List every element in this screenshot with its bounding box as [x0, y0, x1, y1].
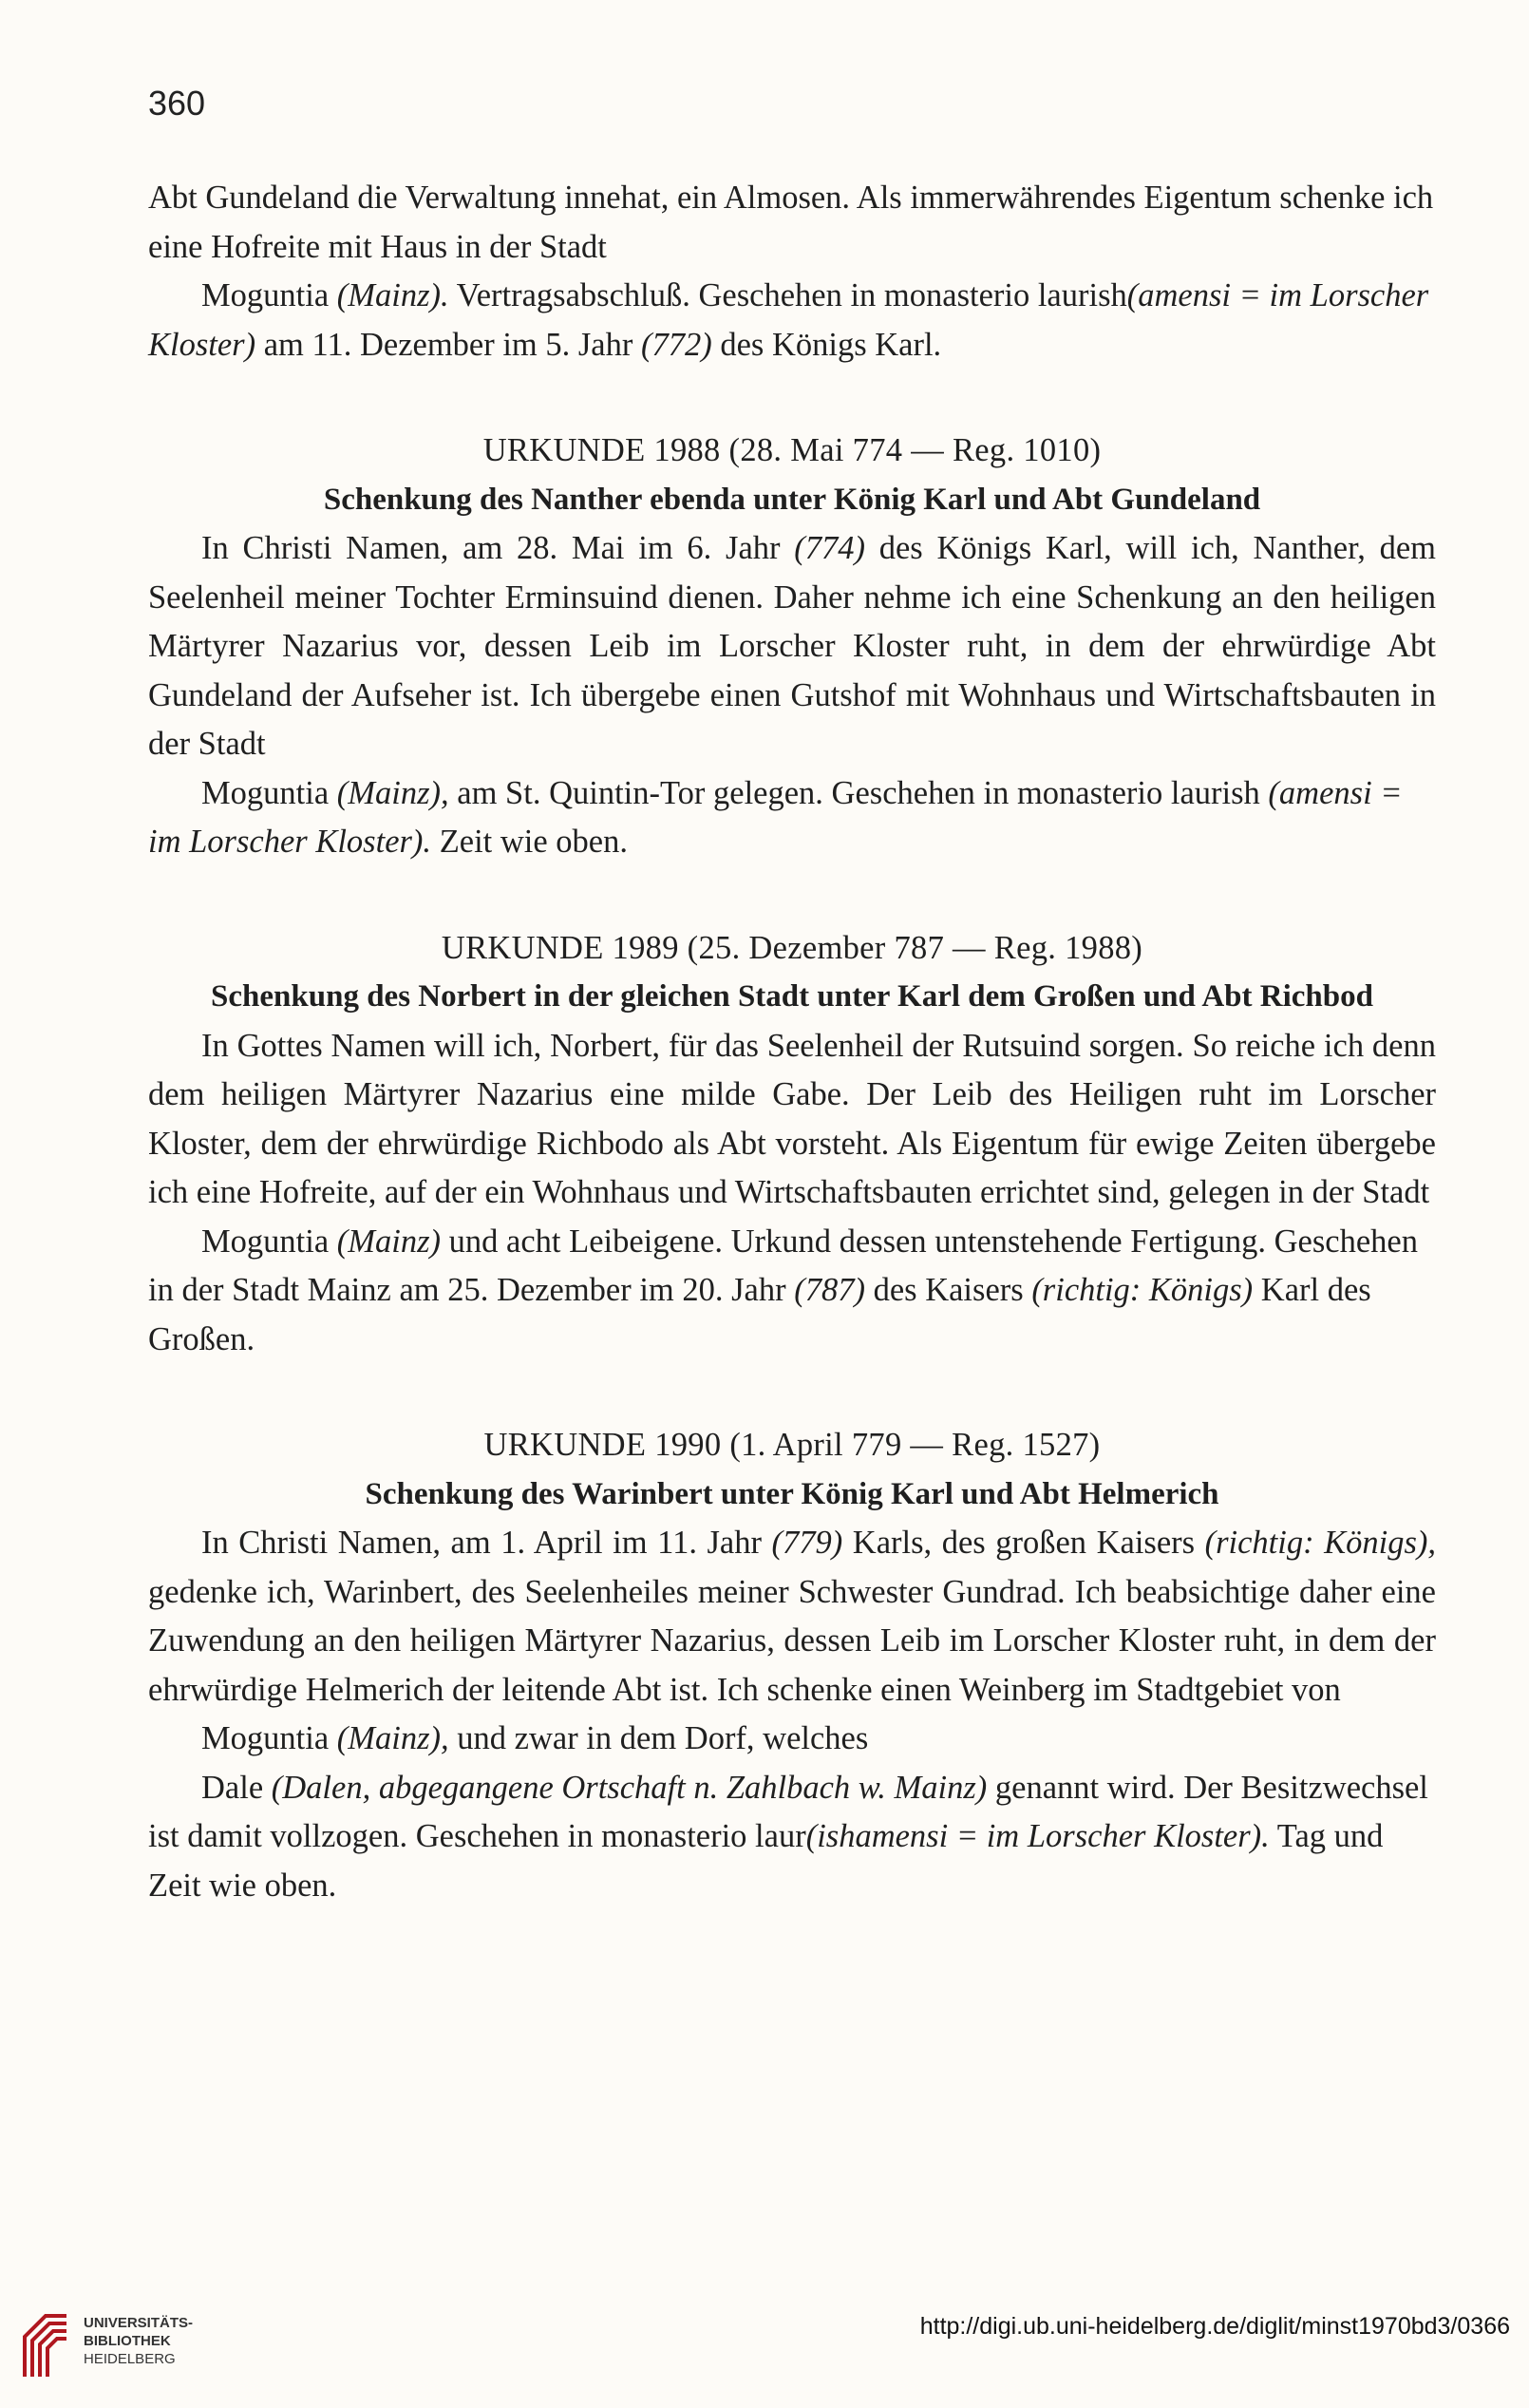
text-run: In Christi Namen, am 28. Mai im 6. Jahr [201, 530, 795, 566]
italic-run: (772) [640, 326, 712, 363]
urkunde-1990-title: URKUNDE 1990 (1. April 779 — Reg. 1527) [483, 1427, 1101, 1463]
text-run: am 11. Dezember im 5. Jahr [255, 326, 641, 363]
urkunde-1990-paragraph-2 [148, 1715, 1436, 1764]
italic-run: (ishamensi = im Lorscher Kloster). [805, 1818, 1270, 1854]
text-run: und zwar in dem Dorf, welches [448, 1720, 869, 1756]
text-run: Moguntia [201, 277, 337, 313]
text-run: Zeit wie oben. [431, 824, 628, 860]
text-run: Karls, des großen Kaisers [842, 1525, 1205, 1561]
italic-run: (richtig: Königs), [1204, 1525, 1437, 1561]
text-run: des Kaisers [864, 1272, 1032, 1308]
intro-paragraph-2 [148, 272, 1436, 370]
urkunde-1989-paragraph-1 [148, 1022, 1436, 1218]
source-url-link[interactable]: http://digi.ub.uni-heidelberg.de/diglit/minst1970bd3/0366 [919, 2313, 1510, 2340]
text-run: Moguntia [201, 774, 337, 811]
main-text [148, 174, 1436, 1910]
library-logo[interactable] [17, 2308, 207, 2394]
urkunde-1989-paragraph-2 [148, 1218, 1436, 1365]
text-run: Tag und Zeit wie oben. [148, 1818, 1384, 1904]
italic-run: (779) [771, 1525, 843, 1561]
italic-run: (Mainz) [336, 1223, 442, 1260]
urkunde-1989-subtitle: Schenkung des Norbert in der gleichen Stadt unter Karl dem Großen und Abt Richbod [211, 979, 1373, 1014]
logo-line: BIBLIOTHEK [84, 2333, 171, 2349]
intro-paragraph-1 [148, 174, 1436, 272]
italic-run: (Mainz). [336, 277, 449, 313]
urkunde-1990-paragraph-3 [148, 1764, 1436, 1911]
logo-line: HEIDELBERG [84, 2351, 176, 2367]
italic-run: (Mainz), [336, 1720, 449, 1756]
logo-line: UNIVERSITÄTS- [84, 2315, 194, 2331]
italic-run: (richtig: Königs) [1031, 1272, 1254, 1308]
urkunde-1988-title: URKUNDE 1988 (28. Mai 774 — Reg. 1010) [482, 432, 1102, 468]
text-run: des Königs Karl, will ich, Nanther, dem Seelenheil meiner Tochter Erminsuind dienen. Daher nehme ich eine Schenkung an den heiligen Märtyrer Nazarius vor, dessen Leib im Lorscher Kloster ruht, in dem der ehrwürdige Abt Gundeland der Aufseher ist. Ich übergebe einen Gutshof mit Wohnhaus und Wirtschaftsbauten in der Stadt [148, 530, 1436, 762]
text-run: In Gottes Namen will ich, Norbert, für das Seelenheil der Rutsuind sorgen. So reiche ich denn dem heiligen Märtyrer Nazarius eine milde Gabe. Der Leib des Heiligen ruht im Lorscher Kloster, dem der ehrwürdige Richbodo als Abt vorsteht. Als Eigentum für ewige Zeiten übergebe ich eine Hofreite, auf der ein Wohnhaus und Wirtschaftsbauten errichtet sind, gelegen in der Stadt [148, 1027, 1436, 1210]
text-run: Moguntia [201, 1720, 337, 1756]
italic-run: (Dalen, abgegangene Ortschaft n. Zahlbach w. Mainz) [271, 1769, 988, 1806]
urkunde-1988-subtitle: Schenkung des Nanther ebenda unter König Karl und Abt Gundeland [323, 482, 1261, 517]
italic-run: (774) [794, 530, 865, 566]
intro-text: Abt Gundeland die Verwaltung innehat, ein Almosen. Als immerwährendes Eigentum schenke ich eine Hofreite mit Haus in der Stadt [148, 180, 1434, 265]
urkunde-1988-paragraph-1 [148, 524, 1436, 769]
text-run: Karl des Großen. [148, 1272, 1371, 1357]
text-run: und acht Leibeigene. Urkund dessen untenstehende Fertigung. Geschehen in der Stadt Mainz am 25. Dezember im 20. Jahr [148, 1223, 1418, 1308]
library-logo-text [84, 2314, 193, 2368]
urkunde-1990-paragraph-1 [148, 1519, 1436, 1715]
italic-run: (787) [794, 1272, 865, 1308]
italic-run: (Mainz), [336, 774, 449, 811]
text-run: Dale [201, 1769, 272, 1806]
urkunde-1989-title: URKUNDE 1989 (25. Dezember 787 — Reg. 1988) [441, 929, 1143, 966]
urkunde-1990-subtitle: Schenkung des Warinbert unter König Karl und Abt Helmerich [365, 1476, 1219, 1511]
page-number: 360 [148, 84, 206, 123]
text-run: In Christi Namen, am 1. April im 11. Jahr [201, 1525, 772, 1561]
text-run: gedenke ich, Warinbert, des Seelenheiles meiner Schwester Gundrad. Ich beabsichtige daher eine Zuwendung an den heiligen Märtyrer Nazarius, dessen Leib im Lorscher Kloster ruht, in dem der ehrwürdige Helmerich der leitende Abt ist. Ich schenke einen Weinberg im Stadtgebiet von [148, 1573, 1436, 1708]
urkunde-1988-paragraph-2 [148, 769, 1436, 867]
text-run: genannt wird. Der Besitzwechsel ist damit vollzogen. Geschehen in monasterio laur [148, 1769, 1428, 1854]
text-run: des Königs Karl. [711, 326, 942, 363]
italic-run: (amensi = im Lorscher Kloster). [148, 774, 1403, 860]
text-run: Vertragsabschluß. Geschehen in monasterio laurish [448, 277, 1127, 313]
text-run: Moguntia [201, 1223, 337, 1260]
italic-run: (amensi = im Lorscher Kloster) [148, 277, 1429, 363]
text-run: am St. Quintin-Tor gelegen. Geschehen in monasterio laurish [448, 774, 1269, 811]
library-logo-icon [17, 2308, 74, 2384]
